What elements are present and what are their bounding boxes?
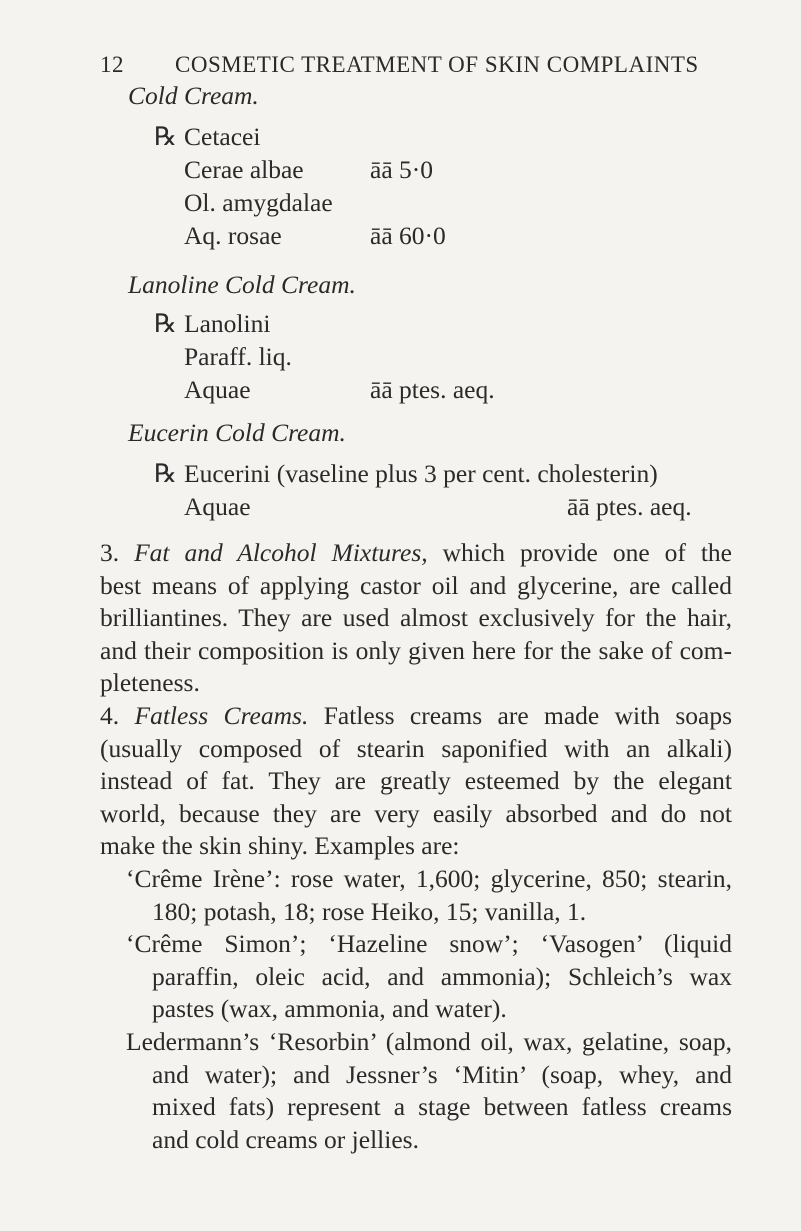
text-line: pleteness. (100, 668, 200, 698)
cold-cream-dose: āā 5·0 (370, 155, 434, 184)
cold-cream-ingredient: Aq. rosae (184, 221, 282, 250)
text-run: which provide one of the (442, 538, 732, 567)
lanoline-ingredient: Aquae (184, 375, 251, 404)
section-number: 4. (100, 701, 120, 730)
section-4-paragraph (100, 700, 732, 863)
page-number: 12 (100, 52, 124, 77)
text-line: brilliantines. They are used almost exclusively for the hair, (100, 603, 732, 633)
lanoline-rx-symbol: ℞ (154, 309, 177, 338)
lanoline-ingredient: Lanolini (184, 309, 271, 338)
eucerin-ingredient: Eucerini (vaseline plus 3 per cent. cholesterin) (184, 459, 658, 488)
eucerin-rx-symbol: ℞ (154, 459, 177, 488)
section-title: Fat and Alcohol Mixtures, (134, 538, 428, 567)
lanoline-ingredient: Paraff. liq. (184, 342, 292, 371)
text-line: make the skin shiny. Examples are: (100, 831, 460, 861)
cold-cream-ingredient: Ol. amygdalae (184, 188, 333, 217)
text-line: ‘Crême Irène’: rose water, 1,600; glycerine, 850; stearin, (126, 864, 732, 893)
text-line: and their composition is only given here for the sake of com- (100, 635, 732, 665)
cold-cream-ingredient: Cerae albae (184, 155, 304, 184)
eucerin-cold-cream-heading: Eucerin Cold Cream. (128, 418, 346, 447)
text-line: best means of applying castor oil and glycerine, are called (100, 570, 732, 600)
text-line: mixed fats) represent a stage between fatless creams (152, 1092, 732, 1122)
text-line: instead of fat. They are greatly esteemed by the elegant (100, 766, 732, 796)
cold-cream-ingredient: Cetacei (184, 122, 261, 151)
text-line: and water); and Jessner’s ‘Mitin’ (soap, whey, and (152, 1059, 732, 1089)
text-line: world, because they are very easily absorbed and do not (100, 798, 732, 828)
text-line: ‘Crême Simon’; ‘Hazeline snow’; ‘Vasogen’ (liquid (126, 929, 732, 958)
lanoline-dose: āā ptes. aeq. (370, 375, 495, 404)
text-line: paraffin, oleic acid, and ammonia); Schleich’s wax (152, 961, 732, 991)
example-creme-irene (126, 863, 732, 928)
text-run: Fatless creams are made with soaps (323, 701, 733, 730)
text-line: and cold creams or jellies. (152, 1124, 419, 1154)
cold-cream-rx-symbol: ℞ (154, 122, 177, 151)
section-number: 3. (100, 538, 120, 567)
cold-cream-heading: Cold Cream. (128, 81, 259, 110)
cold-cream-dose: āā 60·0 (370, 221, 446, 250)
example-resorbin (126, 1026, 732, 1156)
example-creme-simon (126, 928, 732, 1026)
text-line: pastes (wax, ammonia, and water). (152, 994, 507, 1024)
running-title: COSMETIC TREATMENT OF SKIN COMPLAINTS (175, 52, 699, 77)
text-line: 180; potash, 18; rose Heiko, 15; vanilla, 1. (152, 896, 587, 926)
text-line (100, 537, 732, 570)
text-line (100, 700, 732, 733)
eucerin-dose: āā ptes. aeq. (567, 492, 692, 521)
eucerin-ingredient: Aquae (184, 492, 251, 521)
text-line: (usually composed of stearin saponified with an alkali) (100, 733, 732, 763)
text-line: Ledermann’s ‘Resorbin’ (almond oil, wax, gelatine, soap, (126, 1027, 732, 1056)
section-3-paragraph (100, 537, 732, 700)
lanoline-cold-cream-heading: Lanoline Cold Cream. (128, 270, 356, 299)
section-title: Fatless Creams. (134, 701, 309, 730)
